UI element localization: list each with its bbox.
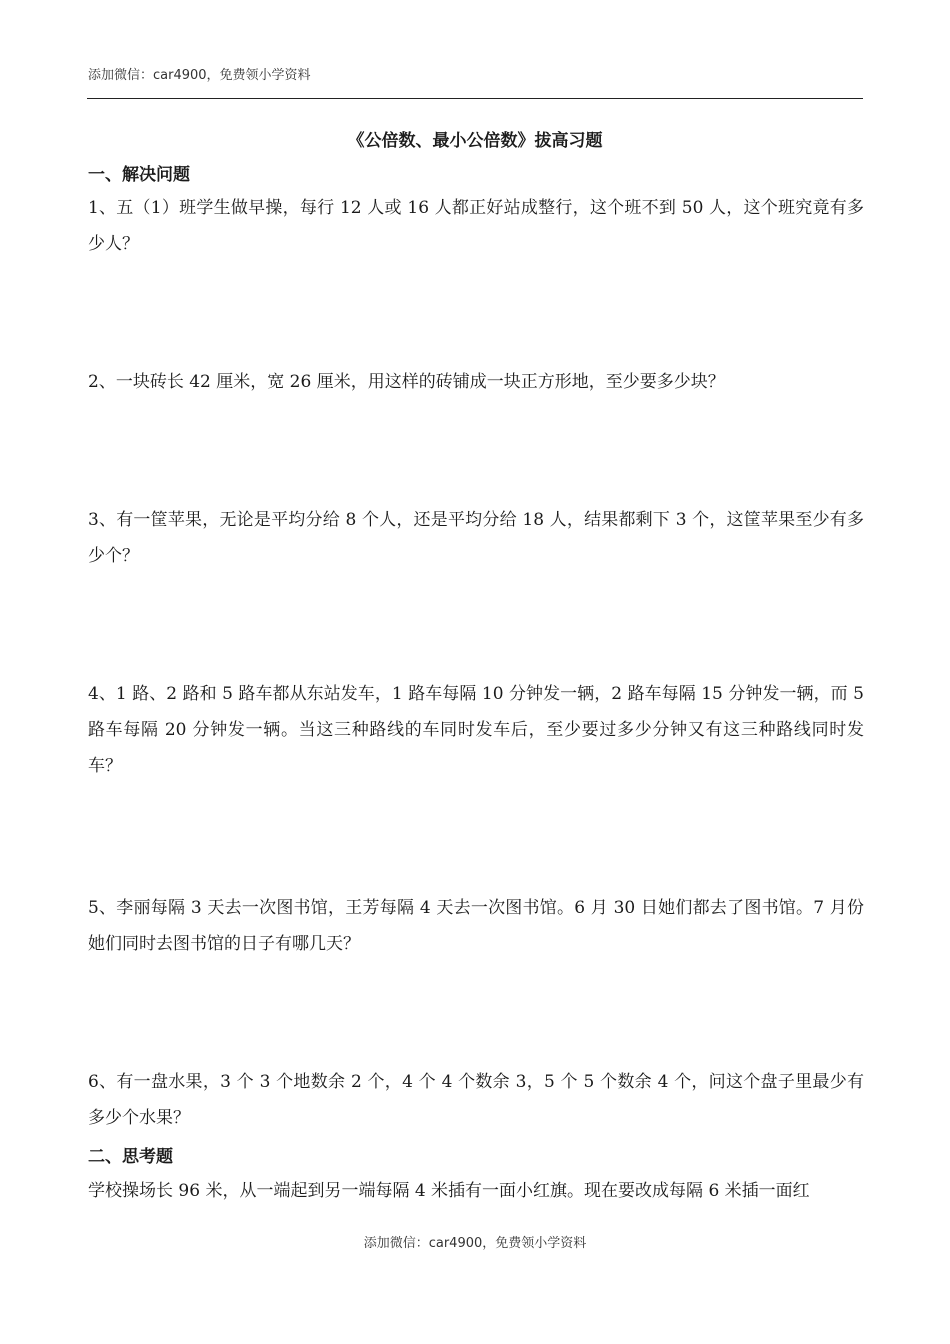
question-6: 6、有一盘水果，3 个 3 个地数余 2 个，4 个 4 个数余 3，5 个 5 个数余 4 个，问这个盘子里最少有多少个水果？: [88, 1072, 864, 1128]
header-divider: [87, 98, 863, 99]
question-2: 2、一块砖长 42 厘米，宽 26 厘米，用这样的砖铺成一块正方形地，至少要多少块？: [88, 372, 725, 392]
page-header: 添加微信：car4900，免费领小学资料: [88, 68, 311, 83]
section-heading-problems: 一、解决问题: [88, 165, 190, 185]
page-footer: 添加微信：car4900，免费领小学资料: [363, 1236, 587, 1251]
question-4: 4、1 路、2 路和 5 路车都从东站发车，1 路车每隔 10 分钟发一辆，2 路车每隔 15 分钟发一辆，而 5 路车每隔 20 分钟发一辆。当这三种路线的车同时发车后，至少要过多少分钟又有这三种路线同时发车？: [88, 684, 864, 776]
question-1: 1、五（1）班学生做早操，每行 12 人或 16 人都正好站成整行，这个班不到 50 人，这个班究竟有多少人？: [88, 198, 864, 254]
question-5: 5、李丽每隔 3 天去一次图书馆，王芳每隔 4 天去一次图书馆。6 月 30 日她们都去了图书馆。7 月份她们同时去图书馆的日子有哪几天？: [88, 898, 864, 954]
thinking-question: 学校操场长 96 米，从一端起到另一端每隔 4 米插有一面小红旗。现在要改成每隔 6 米插一面红: [88, 1181, 810, 1201]
section-heading-thinking: 二、思考题: [88, 1147, 173, 1167]
question-3: 3、有一筐苹果，无论是平均分给 8 个人，还是平均分给 18 人，结果都剩下 3 个，这筐苹果至少有多少个？: [88, 510, 864, 566]
page-title: 《公倍数、最小公倍数》拔高习题: [347, 131, 603, 151]
